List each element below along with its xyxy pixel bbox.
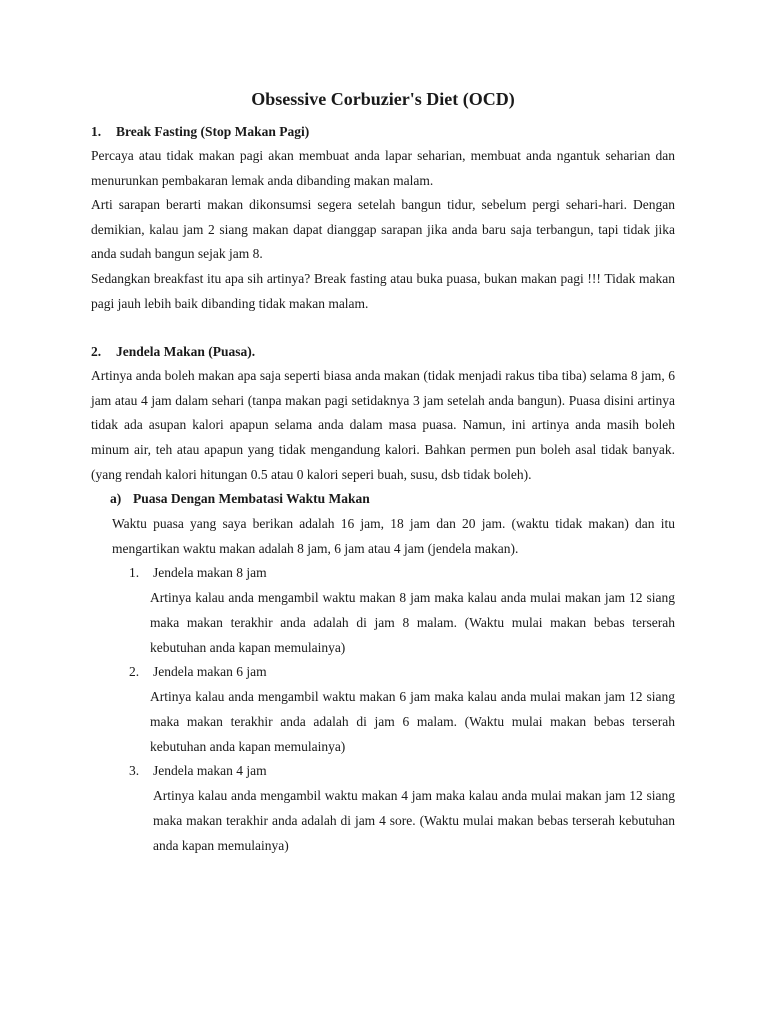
- list-item-1-heading: [129, 561, 675, 585]
- list-item-2-title: Jendela makan 6 jam: [153, 664, 267, 680]
- list-item-2-number: 2.: [129, 664, 140, 680]
- document-page: [91, 86, 675, 858]
- section-1-paragraph-2: Arti sarapan berarti makan dikonsumsi segera setelah bangun tidur, sebelum pergi sehari-hari. Dengan demikian, kalau jam 2 siang makan dapat dianggap sarapan jika anda baru saja terbangun, tapi tidak jika anda sudah bangun sejak jam 8.: [91, 197, 675, 262]
- list-item-3-title: Jendela makan 4 jam: [153, 763, 267, 779]
- list-item-3-heading: [129, 759, 675, 783]
- section-1-number: 1.: [91, 124, 102, 139]
- list-item-1-text: Artinya kalau anda mengambil waktu makan 8 jam maka kalau anda mulai makan jam 12 siang maka makan terakhir anda adalah di jam 8 malam. (Waktu mulai makan bebas terserah kebutuhan anda kapan memulainya): [150, 590, 675, 656]
- subsection-a-label: a): [110, 491, 122, 507]
- subsection-a-heading: [110, 487, 675, 511]
- subsection-a-title: Puasa Dengan Membatasi Waktu Makan: [133, 491, 370, 507]
- subsection-a-paragraph: Waktu puasa yang saya berikan adalah 16 jam, 18 jam dan 20 jam. (waktu tidak makan) dan itu mengartikan waktu makan adalah 8 jam, 6 jam atau 4 jam (jendela makan).: [112, 516, 675, 557]
- section-2-number: 2.: [91, 344, 102, 360]
- list-item-3-number: 3.: [129, 763, 140, 779]
- section-1-heading: [91, 120, 675, 144]
- section-1-paragraph-3: Sedangkan breakfast itu apa sih artinya? Break fasting atau buka puasa, bukan makan pagi !!! Tidak makan pagi jauh lebih baik dibanding tidak makan malam.: [91, 270, 675, 311]
- list-item-1-title: Jendela makan 8 jam: [153, 565, 267, 581]
- document-title: Obsessive Corbuzier's Diet (OCD): [251, 89, 515, 109]
- section-2-paragraph: Artinya anda boleh makan apa saja seperti biasa anda makan (tidak menjadi rakus tiba tiba) selama 8 jam, 6 jam atau 4 jam dalam sehari (tanpa makan pagi setidaknya 3 jam setelah anda bangun). Puasa disini artinya tidak ada asupan kalori apapun selama anda dalam masa puasa. Namun, ini artinya anda masih boleh minum air, teh atau apapun yang tidak mengandung kalori. Bahkan permen pun boleh asal tidak banyak. (yang rendah kalori hitungan 0.5 atau 0 kalori seperi buah, susu, dsb tidak boleh).: [91, 368, 675, 482]
- list-item-2-text: Artinya kalau anda mengambil waktu makan 6 jam maka kalau anda mulai makan jam 12 siang maka makan terakhir anda adalah di jam 6 malam. (Waktu mulai makan bebas terserah kebutuhan anda kapan memulainya): [150, 689, 675, 755]
- list-item-2-heading: [129, 660, 675, 684]
- section-spacer: [91, 316, 675, 340]
- section-2-title: Jendela Makan (Puasa).: [116, 344, 256, 360]
- list-item-1-number: 1.: [129, 565, 140, 581]
- list-item-3-text: Artinya kalau anda mengambil waktu makan 4 jam maka kalau anda mulai makan jam 12 siang maka makan terakhir anda adalah di jam 4 sore. (Waktu mulai makan bebas terserah kebutuhan anda kapan memulainya): [153, 788, 675, 854]
- section-2-heading: [91, 340, 675, 364]
- section-1-title: Break Fasting (Stop Makan Pagi): [116, 124, 310, 139]
- section-1-paragraph-1: Percaya atau tidak makan pagi akan membuat anda lapar seharian, membuat anda ngantuk seharian dan menurunkan pembakaran lemak anda dibanding makan malam.: [91, 148, 675, 188]
